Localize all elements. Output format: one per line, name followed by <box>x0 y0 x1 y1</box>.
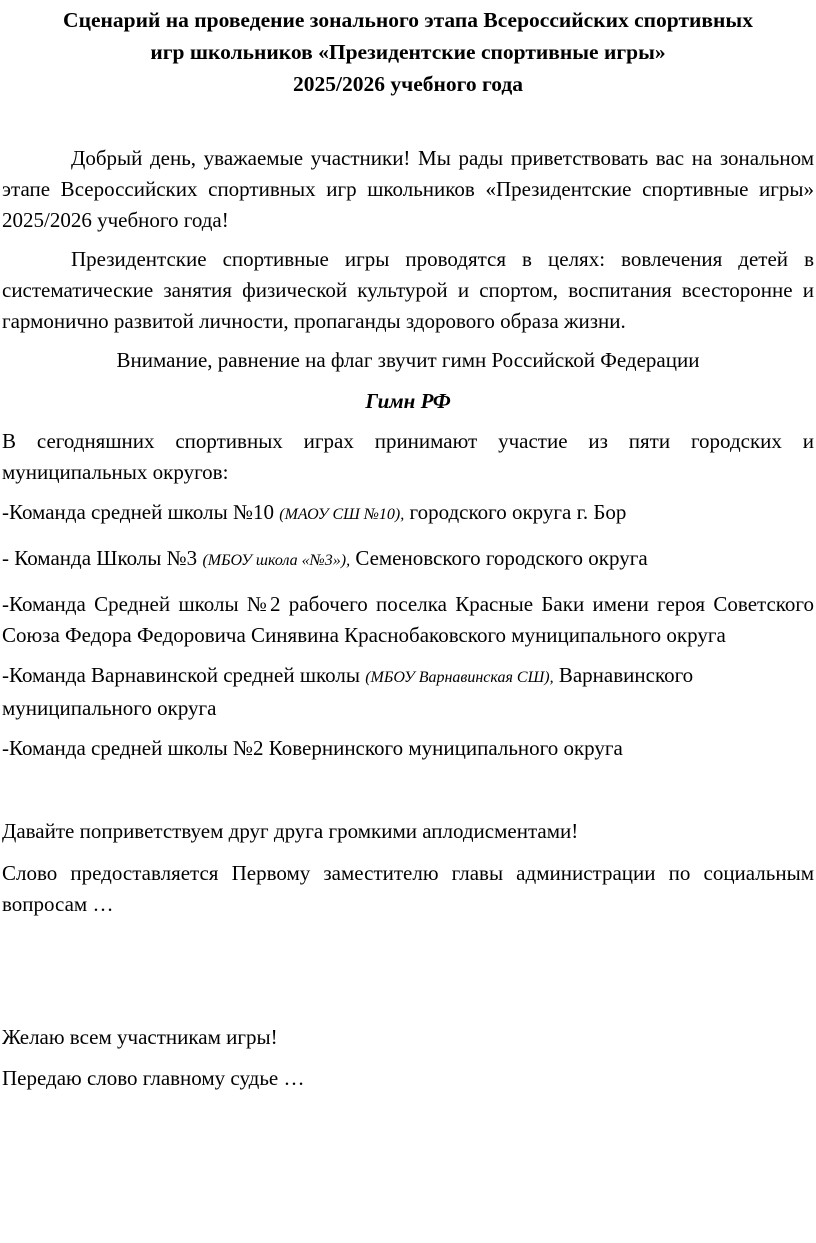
team-name: -Команда средней школы №2 Ковернинского муниципального округа <box>2 736 623 760</box>
team-abbreviation: (МБОУ школа «№3»), <box>202 552 351 569</box>
team-name: -Команда Средней школы №2 рабочего поселка Красные Баки имени героя Советского Союза Федора Федоровича Синявина Краснобаковского муниципального округа <box>2 592 814 647</box>
title-line-3: 2025/2026 учебного года <box>293 72 523 96</box>
team-item <box>2 589 814 651</box>
hymn-heading: Гимн РФ <box>365 389 451 413</box>
applause-paragraph: Давайте поприветствуем друг друга громкими аплодисментами! <box>2 819 579 843</box>
judge-paragraph: Передаю слово главному судье … <box>2 1066 305 1090</box>
greeting-paragraph: Добрый день, уважаемые участники! Мы рады приветствовать вас на зональном этапе Всероссийских спортивных игр школьников «Президентские спортивные игры» 2025/2026 учебного года! <box>2 146 814 232</box>
team-name: -Команда Варнавинской средней школы <box>2 663 366 687</box>
team-name: -Команда средней школы №10 <box>2 500 280 524</box>
team-item <box>2 497 814 530</box>
team-item <box>2 660 814 724</box>
team-abbreviation: (МБОУ Варнавинская СШ), <box>365 669 554 686</box>
purpose-paragraph: Президентские спортивные игры проводятся в целях: вовлечения детей в систематические занятия физической культурой и спортом, воспитания всесторонне и гармонично развитой личности, пропаганды здорового образа жизни. <box>2 247 814 333</box>
title-line-2: игр школьников «Президентские спортивные игры» <box>150 40 666 64</box>
team-district: Варнавинского муниципального округа <box>2 663 694 720</box>
document-title <box>2 4 814 100</box>
team-district: Семеновского городского округа <box>350 546 648 570</box>
team-item <box>2 543 814 576</box>
participants-paragraph: В сегодняшних спортивных играх принимают участие из пяти городских и муниципальных округов: <box>2 429 814 484</box>
attention-paragraph: Внимание, равнение на флаг звучит гимн Российской Федерации <box>116 348 700 372</box>
team-item <box>2 733 814 764</box>
team-abbreviation: (МАОУ СШ №10), <box>279 506 405 523</box>
team-name: - Команда Школы №3 <box>2 546 203 570</box>
deputy-paragraph: Слово предоставляется Первому заместителю главы администрации по социальным вопросам … <box>2 861 814 916</box>
title-line-1: Сценарий на проведение зонального этапа Всероссийских спортивных <box>63 8 753 32</box>
team-district: городского округа г. Бор <box>404 500 627 524</box>
wish-paragraph: Желаю всем участникам игры! <box>2 1025 278 1049</box>
